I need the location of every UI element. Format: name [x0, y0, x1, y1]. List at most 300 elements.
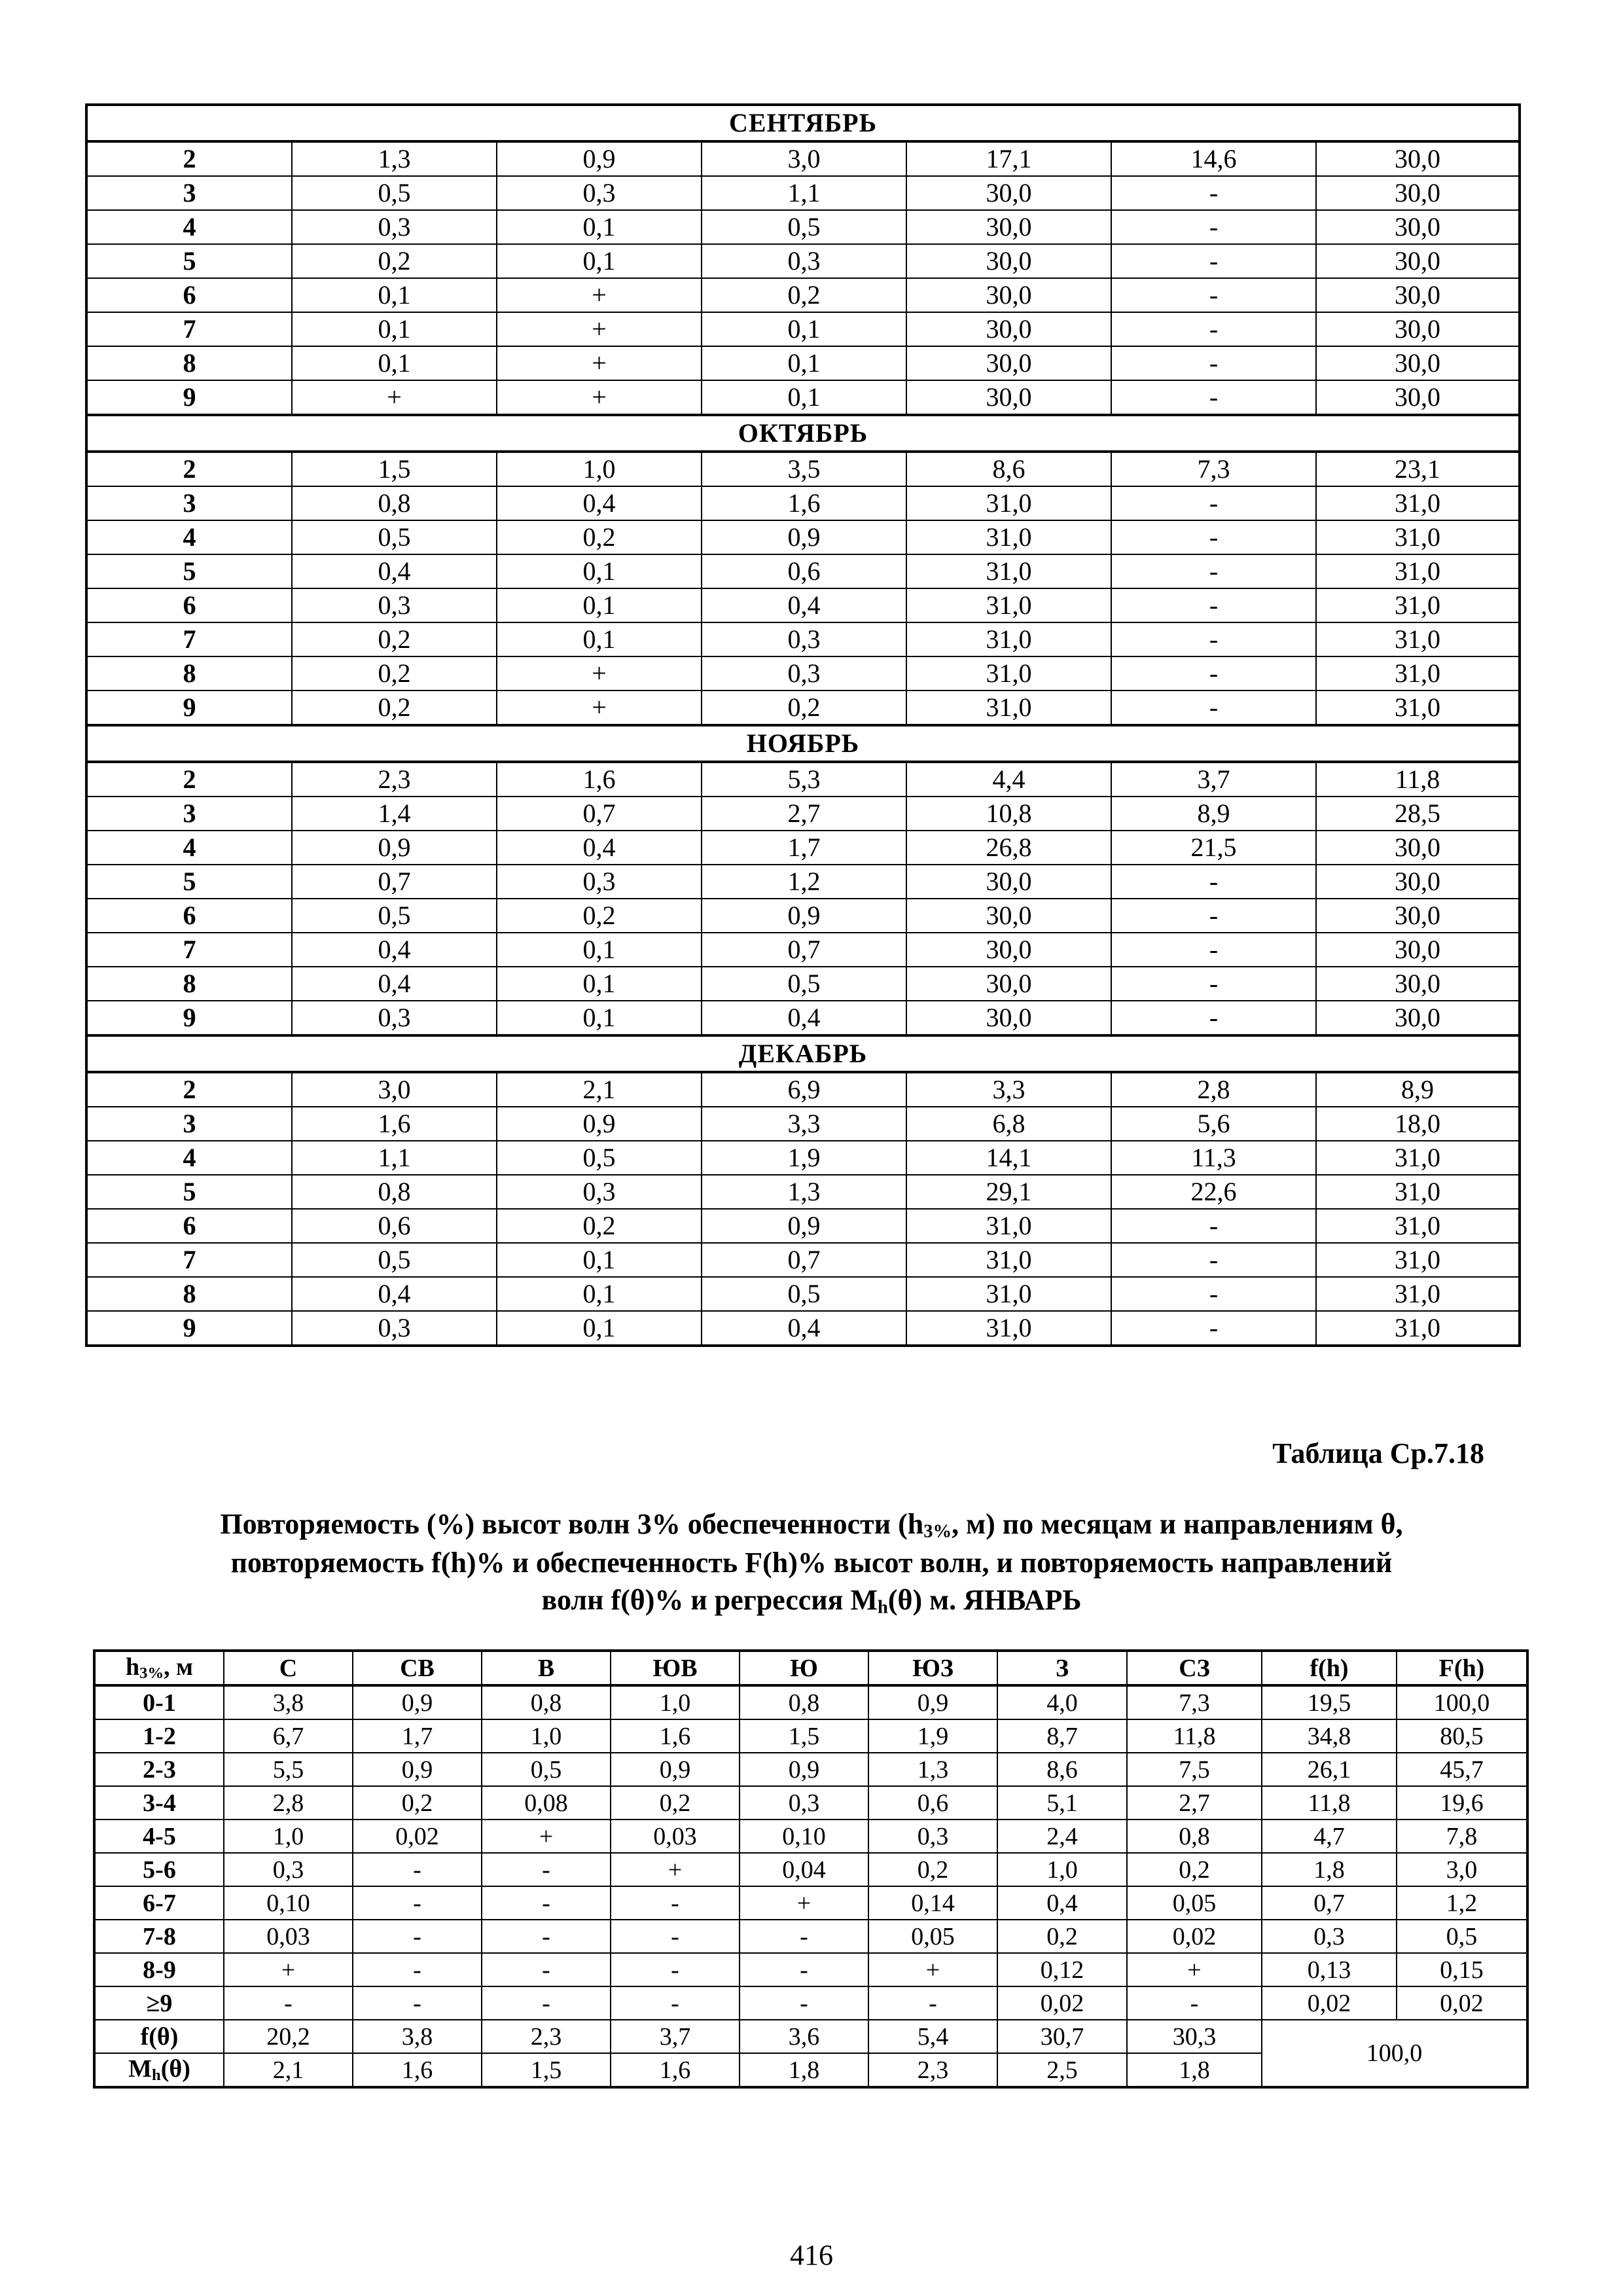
- table-cell: 0,3: [292, 210, 497, 244]
- table-cell: 8,6: [906, 452, 1111, 486]
- table-cell: 0,1: [497, 210, 702, 244]
- table-cell: 0,5: [292, 1243, 497, 1277]
- month-header-row: [86, 415, 1520, 452]
- table-row: [94, 1786, 1527, 1820]
- table-cell: 18,0: [1316, 1107, 1520, 1141]
- row-header-cell: [94, 2053, 224, 2087]
- table-row: [86, 1001, 1520, 1035]
- table-cell: 1,5: [482, 2053, 611, 2087]
- table-cell: +: [1127, 1953, 1262, 1986]
- row-header-cell: 4-5: [94, 1820, 224, 1853]
- table-cell: -: [1111, 244, 1316, 278]
- table-cell: 0,13: [1262, 1953, 1397, 1986]
- table-row: [94, 1986, 1527, 2020]
- table-cell: 30,7: [997, 2020, 1127, 2053]
- table-cell: 1,5: [740, 1719, 868, 1753]
- row-header-cell: 0-1: [94, 1685, 224, 1719]
- table-cell: 0,4: [292, 554, 497, 588]
- table-cell: 1,8: [1262, 1853, 1397, 1886]
- table-cell: -: [740, 1986, 868, 2020]
- total-cell: 100,0: [1262, 2020, 1527, 2087]
- table-cell: -: [224, 1986, 353, 2020]
- table-cell: 0,3: [740, 1786, 868, 1820]
- table-cell: -: [1111, 1001, 1316, 1035]
- table-cell: +: [224, 1953, 353, 1986]
- table-row: [86, 933, 1520, 967]
- table-cell: -: [740, 1920, 868, 1953]
- table-cell: -: [1111, 312, 1316, 346]
- table-cell: 1,5: [292, 452, 497, 486]
- table-cell: 6,8: [906, 1107, 1111, 1141]
- table-cell: 31,0: [1316, 486, 1520, 520]
- table-cell: 1,7: [353, 1719, 482, 1753]
- table-cell: 1,6: [292, 1107, 497, 1141]
- table-cell: -: [482, 1920, 611, 1953]
- table-cell: 0,2: [702, 691, 906, 725]
- table-cell: -: [353, 1986, 482, 2020]
- table-label: Таблица Ср.7.18: [1272, 1437, 1484, 1469]
- table-cell: 0,03: [611, 1820, 740, 1853]
- table-cell: 26,8: [906, 831, 1111, 865]
- table-cell: 0,02: [1127, 1920, 1262, 1953]
- table-cell: 0,5: [702, 967, 906, 1001]
- table-cell: 30,0: [906, 210, 1111, 244]
- table-cell: 0,1: [497, 967, 702, 1001]
- table-cell: 0,4: [292, 967, 497, 1001]
- table-cell: 1,0: [224, 1820, 353, 1853]
- table-cell: 4,4: [906, 762, 1111, 797]
- table-cell: 0,9: [702, 520, 906, 554]
- table-cell: 31,0: [1316, 554, 1520, 588]
- table-cell: 0,3: [868, 1820, 997, 1853]
- table-cell: 1,3: [702, 1175, 906, 1209]
- row-header-cell: 5-6: [94, 1853, 224, 1886]
- table-row: [86, 1072, 1520, 1107]
- table-cell: +: [497, 656, 702, 691]
- table-cell: 1,6: [353, 2053, 482, 2087]
- table-cell: 0,3: [702, 244, 906, 278]
- table-cell: 0,4: [497, 486, 702, 520]
- row-header-cell: 9: [86, 380, 292, 415]
- row-header-cell: 4: [86, 831, 292, 865]
- f-theta-row: [94, 2020, 1527, 2053]
- table-row: [94, 1820, 1527, 1853]
- table-cell: 0,2: [292, 656, 497, 691]
- monthly-wave-table: [85, 103, 1521, 1347]
- table-cell: 11,3: [1111, 1141, 1316, 1175]
- table-row: [86, 656, 1520, 691]
- table-cell: 3,8: [224, 1685, 353, 1719]
- table-cell: 0,5: [292, 520, 497, 554]
- table-cell: 0,7: [702, 1243, 906, 1277]
- table-cell: 2,3: [292, 762, 497, 797]
- table-cell: 2,3: [482, 2020, 611, 2053]
- table-row: [86, 1243, 1520, 1277]
- table-cell: 1,6: [702, 486, 906, 520]
- table-row: [94, 1953, 1527, 1986]
- table-cell: 8,6: [997, 1753, 1127, 1786]
- table-cell: 0,08: [482, 1786, 611, 1820]
- table-cell: 0,1: [497, 1277, 702, 1311]
- column-header: СВ: [353, 1651, 482, 1685]
- row-header-cell: 3: [86, 176, 292, 210]
- table-cell: -: [611, 1953, 740, 1986]
- table-cell: 30,0: [1316, 865, 1520, 899]
- month-title: ОКТЯБРЬ: [86, 415, 1520, 452]
- table-cell: 0,9: [740, 1753, 868, 1786]
- row-header-cell: 4: [86, 210, 292, 244]
- table-row: [86, 1175, 1520, 1209]
- table-cell: +: [497, 346, 702, 380]
- table-cell: 0,1: [497, 1243, 702, 1277]
- table-cell: 0,9: [702, 1209, 906, 1243]
- table-cell: -: [482, 1953, 611, 1986]
- table-cell: -: [1127, 1986, 1262, 2020]
- table-cell: 3,8: [353, 2020, 482, 2053]
- table-cell: -: [482, 1986, 611, 2020]
- table-row: [86, 244, 1520, 278]
- table-cell: 0,1: [497, 933, 702, 967]
- table-cell: +: [740, 1886, 868, 1920]
- row-header-cell: 2: [86, 762, 292, 797]
- table-cell: 0,7: [292, 865, 497, 899]
- table-row: [86, 865, 1520, 899]
- table-cell: +: [292, 380, 497, 415]
- table-cell: 5,3: [702, 762, 906, 797]
- row-header-cell: 2-3: [94, 1753, 224, 1786]
- table-row: [94, 1920, 1527, 1953]
- table-cell: 8,7: [997, 1719, 1127, 1753]
- table-cell: 30,0: [906, 380, 1111, 415]
- table-cell: 0,02: [997, 1986, 1127, 2020]
- table-cell: 0,5: [1397, 1920, 1527, 1953]
- table-cell: 0,8: [292, 1175, 497, 1209]
- table-row: [86, 1311, 1520, 1346]
- row-header-cell: 3-4: [94, 1786, 224, 1820]
- row-header-cell: 2: [86, 452, 292, 486]
- table-cell: 31,0: [906, 1311, 1111, 1346]
- table-cell: 3,3: [702, 1107, 906, 1141]
- row-header-cell: 2: [86, 141, 292, 176]
- header-row: [94, 1651, 1527, 1685]
- table-cell: 31,0: [906, 1209, 1111, 1243]
- table-cell: 34,8: [1262, 1719, 1397, 1753]
- table-cell: -: [1111, 346, 1316, 380]
- table-row: [94, 1685, 1527, 1719]
- table-cell: 0,9: [292, 831, 497, 865]
- table-cell: 7,3: [1111, 452, 1316, 486]
- table-cell: 3,3: [906, 1072, 1111, 1107]
- table-cell: 2,7: [702, 797, 906, 831]
- table-cell: 45,7: [1397, 1753, 1527, 1786]
- column-header-height: $h_{3\%}$, м: [94, 1651, 224, 1685]
- row-header-cell: 6: [86, 899, 292, 933]
- table-row: [86, 1209, 1520, 1243]
- row-header-cell: 7: [86, 312, 292, 346]
- table-cell: +: [497, 691, 702, 725]
- table-cell: 30,0: [1316, 141, 1520, 176]
- table-row: [86, 1277, 1520, 1311]
- table-row: [94, 1853, 1527, 1886]
- table-cell: 11,8: [1127, 1719, 1262, 1753]
- table-cell: 0,6: [868, 1786, 997, 1820]
- table-cell: 0,1: [497, 622, 702, 656]
- table-cell: 0,02: [353, 1820, 482, 1853]
- table-cell: 0,05: [1127, 1886, 1262, 1920]
- table-cell: -: [1111, 210, 1316, 244]
- month-header-row: [86, 725, 1520, 762]
- table-cell: 2,3: [868, 2053, 997, 2087]
- table-cell: 28,5: [1316, 797, 1520, 831]
- row-header-cell: 7: [86, 1243, 292, 1277]
- table-cell: 30,0: [1316, 933, 1520, 967]
- row-header-cell: 9: [86, 691, 292, 725]
- table-cell: +: [497, 278, 702, 312]
- table-cell: 30,0: [906, 176, 1111, 210]
- table-row: [86, 588, 1520, 622]
- label-sub: h: [151, 2066, 161, 2084]
- table-cell: 7,3: [1127, 1685, 1262, 1719]
- table-cell: 30,0: [1316, 244, 1520, 278]
- row-header-cell: 9: [86, 1001, 292, 1035]
- table-cell: 0,1: [497, 1311, 702, 1346]
- table-row: [86, 380, 1520, 415]
- month-title: ДЕКАБРЬ: [86, 1035, 1520, 1072]
- table-cell: 14,1: [906, 1141, 1111, 1175]
- table-cell: 31,0: [1316, 1175, 1520, 1209]
- table-row: [86, 899, 1520, 933]
- row-header-cell: 4: [86, 520, 292, 554]
- table-cell: 0,02: [1397, 1986, 1527, 2020]
- table-cell: 3,0: [1397, 1853, 1527, 1886]
- table-cell: -: [353, 1920, 482, 1953]
- table-cell: 3,5: [702, 452, 906, 486]
- table-row: [86, 312, 1520, 346]
- table-cell: 5,1: [997, 1786, 1127, 1820]
- table-cell: 31,0: [906, 656, 1111, 691]
- january-wave-table: [93, 1649, 1529, 2089]
- table-cell: 3,0: [702, 141, 906, 176]
- table-cell: 0,02: [1262, 1986, 1397, 2020]
- table-cell: 31,0: [1316, 1243, 1520, 1277]
- table-cell: 30,0: [1316, 176, 1520, 210]
- table-cell: 0,9: [353, 1753, 482, 1786]
- table-cell: 0,6: [292, 1209, 497, 1243]
- table-cell: 0,04: [740, 1853, 868, 1886]
- table-cell: 23,1: [1316, 452, 1520, 486]
- table-cell: 26,1: [1262, 1753, 1397, 1786]
- table-cell: 30,0: [906, 278, 1111, 312]
- table-row: [86, 210, 1520, 244]
- row-header-cell: 7: [86, 933, 292, 967]
- table-cell: -: [482, 1886, 611, 1920]
- table-cell: -: [1111, 933, 1316, 967]
- table-cell: 1,6: [611, 1719, 740, 1753]
- table-cell: 0,3: [292, 1001, 497, 1035]
- row-header-cell: f(θ): [94, 2020, 224, 2053]
- table-cell: -: [1111, 622, 1316, 656]
- column-header: F(h): [1397, 1651, 1527, 1685]
- table-cell: 31,0: [1316, 1209, 1520, 1243]
- table-cell: +: [497, 312, 702, 346]
- table-cell: 7,5: [1127, 1753, 1262, 1786]
- table-cell: 30,0: [906, 967, 1111, 1001]
- row-header-cell: 8: [86, 656, 292, 691]
- table-cell: 0,3: [292, 588, 497, 622]
- table-cell: 22,6: [1111, 1175, 1316, 1209]
- table-cell: 4,0: [997, 1685, 1127, 1719]
- table-cell: 0,5: [482, 1753, 611, 1786]
- table-cell: 0,4: [292, 1277, 497, 1311]
- table-cell: -: [1111, 967, 1316, 1001]
- table-cell: 0,2: [292, 691, 497, 725]
- table-cell: 31,0: [906, 520, 1111, 554]
- month-header-row: [86, 1035, 1520, 1072]
- table-cell: 1,7: [702, 831, 906, 865]
- table-cell: 2,5: [997, 2053, 1127, 2087]
- table-cell: 0,2: [702, 278, 906, 312]
- table-cell: 0,12: [997, 1953, 1127, 1986]
- table-cell: 4,7: [1262, 1820, 1397, 1853]
- row-header-cell: 5: [86, 244, 292, 278]
- table-cell: 1,1: [702, 176, 906, 210]
- table-cell: 0,4: [497, 831, 702, 865]
- table-cell: 1,9: [868, 1719, 997, 1753]
- table-cell: 1,0: [497, 452, 702, 486]
- table-cell: 10,8: [906, 797, 1111, 831]
- table-cell: 30,0: [1316, 967, 1520, 1001]
- table-cell: -: [1111, 899, 1316, 933]
- column-header: С: [224, 1651, 353, 1685]
- table-cell: 0,7: [702, 933, 906, 967]
- month-title: СЕНТЯБРЬ: [86, 105, 1520, 141]
- column-header: ЮВ: [611, 1651, 740, 1685]
- month-title: НОЯБРЬ: [86, 725, 1520, 762]
- table-cell: 1,0: [482, 1719, 611, 1753]
- table-cell: 20,2: [224, 2020, 353, 2053]
- table-cell: 30,0: [906, 244, 1111, 278]
- table-cell: 0,9: [497, 1107, 702, 1141]
- table-cell: 31,0: [906, 554, 1111, 588]
- table-cell: 31,0: [1316, 1311, 1520, 1346]
- table-cell: -: [611, 1920, 740, 1953]
- table-cell: -: [1111, 380, 1316, 415]
- table-cell: 19,5: [1262, 1685, 1397, 1719]
- table-cell: -: [1111, 554, 1316, 588]
- table-cell: 31,0: [1316, 520, 1520, 554]
- table-cell: 1,8: [740, 2053, 868, 2087]
- table-cell: 0,2: [292, 244, 497, 278]
- row-header-cell: 3: [86, 797, 292, 831]
- table-row: [94, 1719, 1527, 1753]
- table-cell: 31,0: [1316, 691, 1520, 725]
- table-cell: 1,8: [1127, 2053, 1262, 2087]
- table-cell: 31,0: [1316, 1277, 1520, 1311]
- table-cell: 1,3: [292, 141, 497, 176]
- table-row: [86, 691, 1520, 725]
- table-cell: 1,2: [702, 865, 906, 899]
- table-cell: -: [1111, 1209, 1316, 1243]
- table-cell: 1,0: [997, 1853, 1127, 1886]
- table-cell: 0,1: [497, 554, 702, 588]
- table-cell: 0,5: [702, 210, 906, 244]
- table-cell: +: [497, 380, 702, 415]
- table-cell: 0,14: [868, 1886, 997, 1920]
- table-cell: 1,0: [611, 1685, 740, 1719]
- table-cell: 100,0: [1397, 1685, 1527, 1719]
- table-cell: -: [482, 1853, 611, 1886]
- table-cell: 0,1: [497, 244, 702, 278]
- table-cell: 0,8: [740, 1685, 868, 1719]
- table-cell: 2,4: [997, 1820, 1127, 1853]
- table-cell: 0,1: [292, 278, 497, 312]
- table-cell: 0,2: [292, 622, 497, 656]
- table-cell: 30,0: [1316, 346, 1520, 380]
- table-cell: 2,8: [224, 1786, 353, 1820]
- table-cell: 0,4: [702, 1311, 906, 1346]
- table-cell: 31,0: [1316, 588, 1520, 622]
- table-cell: 0,4: [702, 588, 906, 622]
- table-cell: 0,05: [868, 1920, 997, 1953]
- table-cell: -: [1111, 1277, 1316, 1311]
- table-cell: 30,0: [906, 312, 1111, 346]
- column-header: Ю: [740, 1651, 868, 1685]
- table-cell: 0,1: [702, 380, 906, 415]
- column-header: СЗ: [1127, 1651, 1262, 1685]
- table-cell: 0,2: [1127, 1853, 1262, 1886]
- table-row: [86, 797, 1520, 831]
- table-row: [86, 346, 1520, 380]
- table-cell: -: [740, 1953, 868, 1986]
- table-row: [86, 831, 1520, 865]
- table-cell: 31,0: [906, 588, 1111, 622]
- table-cell: -: [611, 1986, 740, 2020]
- table-cell: 31,0: [1316, 1141, 1520, 1175]
- table-caption: Повторяемость (%) высот волн 3% обеспеченности ($h_{3\%}$, м) по месяцам и направлениям θ, повторяемость f(h)% и обеспеченность F(h)% высот волн, и повторяемость направлений волн f(θ)% и регрессия $M_h(\theta)$ м. ЯНВАРЬ: [220, 1508, 1403, 1618]
- table-cell: 0,1: [497, 588, 702, 622]
- table-cell: 30,0: [906, 865, 1111, 899]
- table-cell: 1,4: [292, 797, 497, 831]
- row-header-cell: 3: [86, 1107, 292, 1141]
- table-cell: 5,4: [868, 2020, 997, 2053]
- row-header-cell: 8-9: [94, 1953, 224, 1986]
- table-cell: -: [1111, 176, 1316, 210]
- table-row: [94, 1753, 1527, 1786]
- table-cell: 1,1: [292, 1141, 497, 1175]
- table-cell: 30,0: [1316, 899, 1520, 933]
- table-cell: 5,5: [224, 1753, 353, 1786]
- table-cell: 31,0: [1316, 622, 1520, 656]
- table-cell: 8,9: [1111, 797, 1316, 831]
- table-cell: -: [353, 1886, 482, 1920]
- table-row: [86, 1141, 1520, 1175]
- table-cell: 0,9: [611, 1753, 740, 1786]
- table-cell: 0,3: [224, 1853, 353, 1886]
- table-row: [86, 176, 1520, 210]
- table-row: [86, 520, 1520, 554]
- table-cell: 0,4: [702, 1001, 906, 1035]
- table-cell: 30,0: [906, 899, 1111, 933]
- table-row: [86, 141, 1520, 176]
- table-row: [86, 762, 1520, 797]
- table-cell: 0,3: [497, 865, 702, 899]
- table-cell: 31,0: [906, 691, 1111, 725]
- row-header-cell: 5: [86, 1175, 292, 1209]
- row-header-cell: 7-8: [94, 1920, 224, 1953]
- table-row: [86, 486, 1520, 520]
- table-cell: 30,3: [1127, 2020, 1262, 2053]
- table-cell: 1,2: [1397, 1886, 1527, 1920]
